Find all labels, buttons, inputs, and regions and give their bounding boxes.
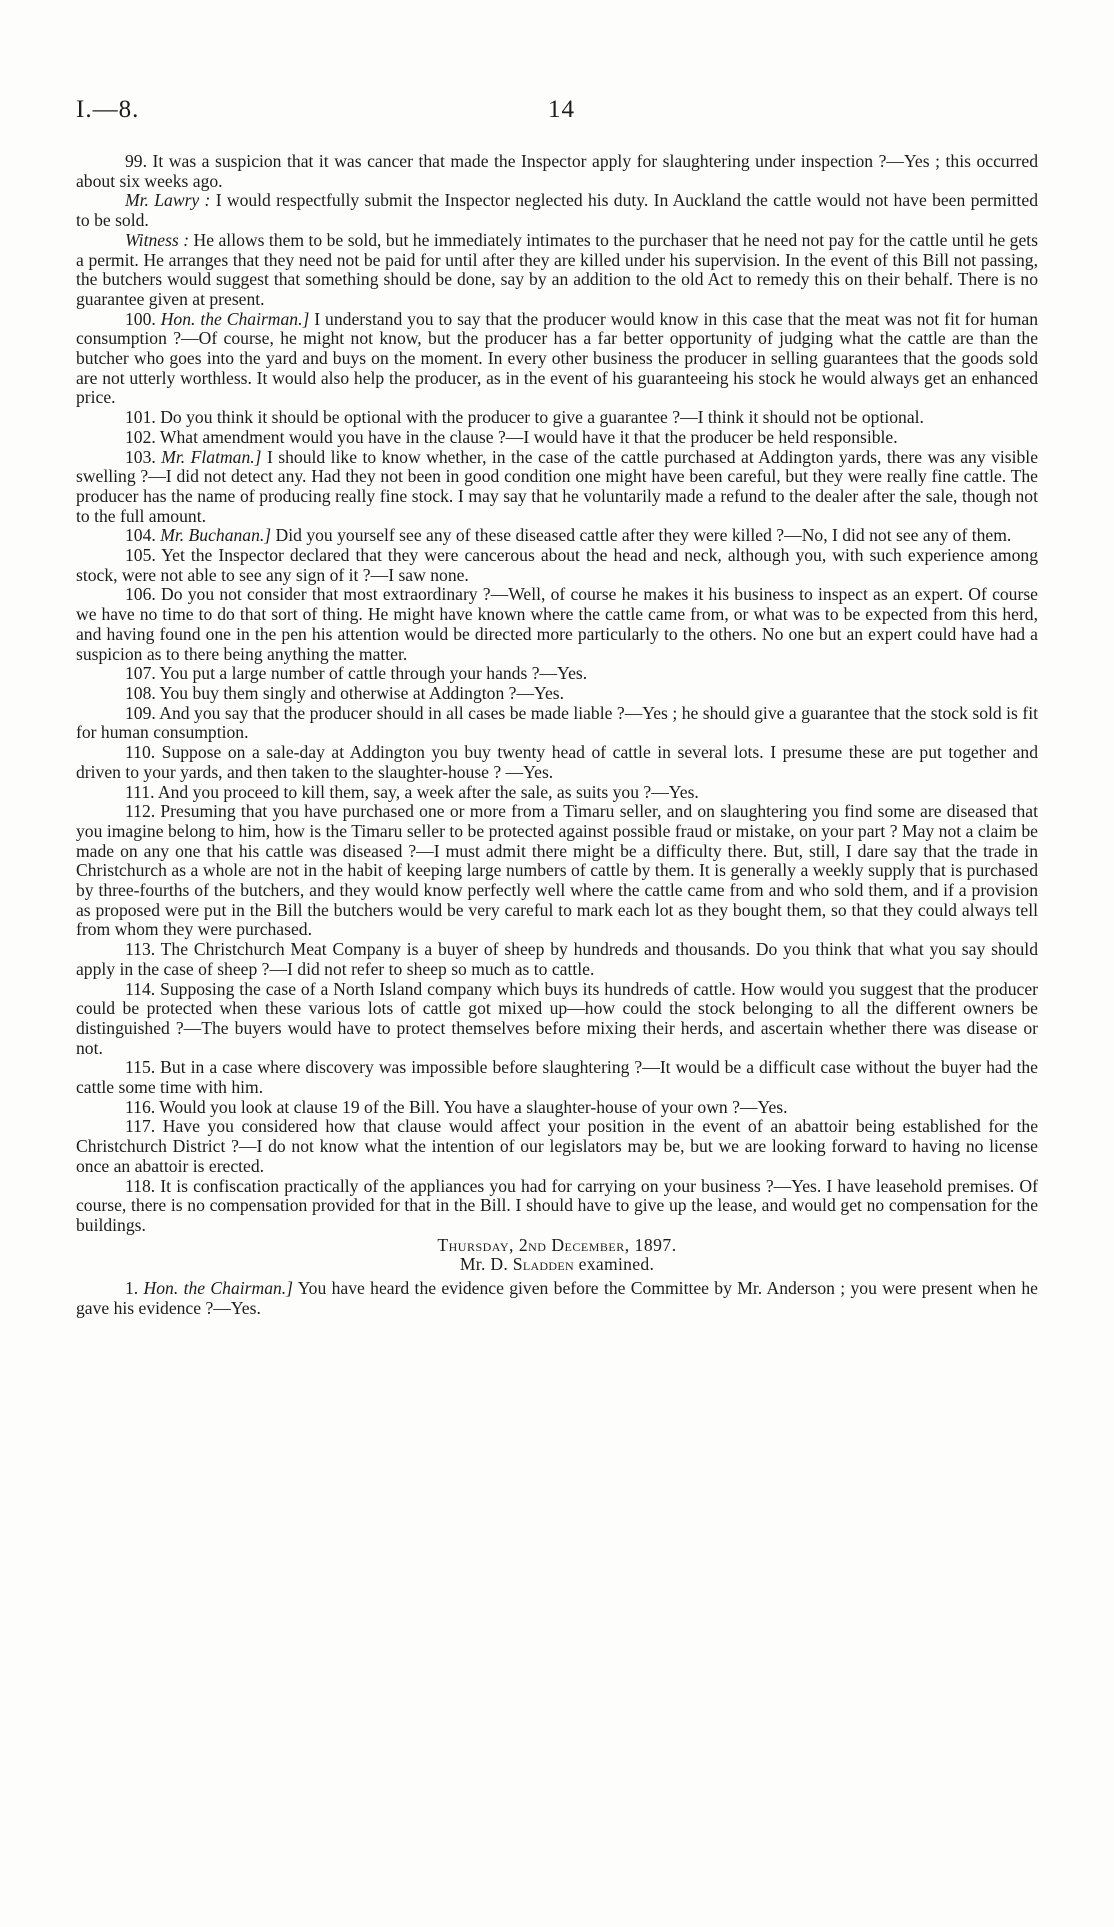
section-date-heading: [76, 1236, 1038, 1256]
paragraph-number: 110.: [125, 742, 156, 763]
paragraph-number: 1.: [125, 1278, 139, 1299]
date-heading-text: Thursday, 2nd December, 1897.: [437, 1234, 677, 1255]
paragraph-text: Presuming that you have purchased one or more from a Timaru seller, and on slaughtering you find some are diseased that you imagine belong to him, how is the Timaru seller to be protected against possible fraud or mistake, on your part ? May not a claim be made on any one that his cattle was diseased ?—I must admit there might be a difficulty there. But, still, I dare say that the trade in Christchurch as a whole are not in the habit of keeping large numbers of cattle by them. It is generally a weekly supply that is purchased by three-fourths of the butchers, and they would know perfectly well where the cattle came from and who sold them, and if a provision as proposed were put in the Bill the butchers would be very careful to mark each lot as they bought them, so that they could always tell from whom they were purchased.: [76, 801, 1038, 940]
evidence-paragraph: [76, 802, 1038, 940]
page-number: 14: [548, 96, 575, 123]
page-header: [76, 96, 1038, 130]
evidence-paragraph: [76, 704, 1038, 743]
evidence-paragraph: [76, 428, 1038, 448]
paragraph-text: It is confiscation practically of the appliances you had for carrying on your business ?—Yes. I have leasehold premises. Of course, there is no compensation provided for that in the Bill. I should have to give up the lease, and would get no compensation for the buildings.: [76, 1175, 1038, 1235]
paragraph-number: 114.: [125, 978, 156, 999]
paragraph-number: 113.: [125, 939, 156, 960]
paragraph-text: And you say that the producer should in all cases be made liable ?—Yes ; he should give a guarantee that the stock sold is fit for human consumption.: [76, 702, 1038, 743]
evidence-paragraph: [76, 152, 1038, 191]
paragraph-number: 99.: [125, 151, 147, 171]
paragraph-number: 111.: [125, 781, 155, 802]
paragraph-text: Do you think it should be optional with the producer to give a guarantee ?—I think it should not be optional.: [160, 407, 924, 428]
evidence-paragraph: [76, 980, 1038, 1059]
evidence-paragraph: [76, 940, 1038, 979]
paragraph-number: 103.: [125, 446, 156, 467]
paragraph-number: 118.: [125, 1175, 156, 1196]
evidence-text: [76, 152, 1038, 1318]
evidence-paragraph: [76, 448, 1038, 527]
evidence-paragraph: [76, 1177, 1038, 1236]
witness-suffix: examined.: [578, 1254, 655, 1275]
evidence-paragraph: [76, 1058, 1038, 1097]
paragraph-number: 109.: [125, 702, 156, 723]
paragraph-text: I should like to know whether, in the case of the cattle purchased at Addington yards, there was any visible swelling ?—I did not detect any. Had they not been in good condition one might have been careful, but they were really fine cattle. The producer has the name of producing really fine stock. I may say that he voluntarily made a refund to the dealer after the sale, though not to the full amount.: [76, 446, 1039, 526]
evidence-paragraph: [76, 546, 1038, 585]
paragraph-number: 100.: [125, 308, 156, 329]
paragraph-number: 117.: [125, 1116, 156, 1137]
paragraph-text: You put a large number of cattle through your hands ?—Yes.: [159, 663, 588, 684]
paragraph-number: 105.: [125, 545, 156, 566]
paragraph-number: 112.: [125, 801, 156, 822]
evidence-paragraph: [76, 191, 1038, 230]
paragraph-text: And you proceed to kill them, say, a week after the sale, as suits you ?—Yes.: [157, 781, 699, 802]
witness-prefix: Mr. D.: [459, 1254, 509, 1275]
document-reference: I.—8.: [76, 96, 140, 123]
evidence-paragraph: [76, 526, 1038, 546]
speaker: Mr. Buchanan.]: [160, 525, 272, 546]
evidence-paragraph: [76, 1117, 1038, 1176]
paragraph-text: I would respectfully submit the Inspector neglected his duty. In Auckland the cattle would not have been permitted to be sold.: [76, 190, 1038, 231]
speaker: Mr. Flatman.]: [161, 446, 262, 467]
evidence-paragraph: [76, 783, 1038, 803]
evidence-paragraph: [76, 664, 1038, 684]
paragraph-number: 104.: [125, 525, 156, 546]
paragraph-text: You buy them singly and otherwise at Addington ?—Yes.: [159, 682, 565, 703]
paragraph-text: But in a case where discovery was impossible before slaughtering ?—It would be a difficult case without the buyer had the cattle some time with him.: [76, 1057, 1038, 1098]
evidence-paragraph: [76, 408, 1038, 428]
paragraph-list: [76, 152, 1038, 1236]
paragraph-text: The Christchurch Meat Company is a buyer of sheep by hundreds and thousands. Do you think that what you say should apply in the case of sheep ?—I did not refer to sheep so much as to cattle.: [76, 939, 1038, 979]
paragraph-text: Yet the Inspector declared that they were cancerous about the head and neck, although you, with such experience among stock, were not able to see any sign of it ?—I saw none.: [76, 545, 1038, 585]
final-paragraph: [76, 1279, 1038, 1318]
paragraph-number: 115.: [125, 1057, 156, 1078]
paragraph-text: It was a suspicion that it was cancer that made the Inspector apply for slaughtering under inspection ?—Yes ; this occurred about six weeks ago.: [76, 151, 1038, 191]
paragraph-number: 101.: [125, 407, 156, 428]
speaker: Hon. the Chairman.]: [160, 308, 310, 329]
paragraph-text: Would you look at clause 19 of the Bill. You have a slaughter-house of your own ?—Yes.: [159, 1096, 788, 1117]
paragraph-text: Suppose on a sale-day at Addington you buy twenty head of cattle in several lots. I presume these are put together and driven to your yards, and then taken to the slaughter-house ? —Yes.: [76, 742, 1038, 782]
paragraph-text: He allows them to be sold, but he immediately intimates to the purchaser that he need not pay for the cattle until he gets a permit. He arranges that they need not be paid for until after they are killed under his supervision. In the event of this Bill not passing, the butchers would suggest that something should be done, say by an addition to the old Act to remedy this on their behalf. There is no guarantee given at present.: [76, 229, 1038, 309]
paragraph-number: 107.: [125, 663, 156, 684]
paragraph-number: 108.: [125, 682, 156, 703]
paragraph-text: Did you yourself see any of these diseased cattle after they were killed ?—No, I did not see any of them.: [275, 525, 1012, 546]
paragraph-number: 116.: [125, 1096, 156, 1117]
paragraph-text: What amendment would you have in the clause ?—I would have it that the producer be held responsible.: [159, 426, 898, 447]
evidence-paragraph: [76, 585, 1038, 664]
paragraph-text: Do you not consider that most extraordinary ?—Well, of course he makes it his business to inspect as an expert. Of course we have no time to do that sort of thing. He might have known where the cattle came from, or what was to be expected from this herd, and having found one in the pen his attention would be directed more particularly to the others. No one but an expert could have had a suspicion as to there being anything the matter.: [76, 584, 1038, 664]
evidence-paragraph: [76, 1098, 1038, 1118]
paragraph-number: 102.: [125, 426, 156, 447]
paragraph-text: Supposing the case of a North Island company which buys its hundreds of cattle. How would you suggest that the producer could be protected when these various lots of cattle got mixed up—how could the stock belonging to all the different owners be distinguished ?—The buyers would have to protect themselves before mixing their herds, and ascertain whether there was disease or not.: [76, 978, 1038, 1058]
paragraph-number: 106.: [125, 584, 156, 605]
paragraph-text: I understand you to say that the producer would know in this case that the meat was not fit for human consumption ?—Of course, he might not know, but the producer has a far better opportunity of judging what the cattle are than the butcher who goes into the yard and buys on the moment. In every other business the producer in selling guarantees that the goods sold are not utterly worthless. It would also help the producer, as in the event of his guaranteeing his stock he would always get an enhanced price.: [76, 308, 1038, 408]
speaker: Witness :: [125, 229, 190, 250]
evidence-paragraph: [76, 310, 1038, 409]
evidence-paragraph: [76, 743, 1038, 782]
speaker: Mr. Lawry :: [125, 190, 211, 211]
witness-heading: [76, 1255, 1038, 1275]
paragraph-text: Have you considered how that clause would affect your position in the event of an abattoir being established for the Christchurch District ?—I do not know what the intention of our legislators may be, but we are looking forward to having no license once an abattoir is erected.: [76, 1116, 1039, 1176]
evidence-paragraph: [76, 684, 1038, 704]
witness-name: Sladden: [512, 1254, 574, 1275]
evidence-paragraph: [76, 231, 1038, 310]
paragraph-text: You have heard the evidence given before the Committee by Mr. Anderson ; you were present when he gave his evidence ?—Yes.: [76, 1278, 1038, 1318]
speaker: Hon. the Chairman.]: [143, 1278, 294, 1299]
